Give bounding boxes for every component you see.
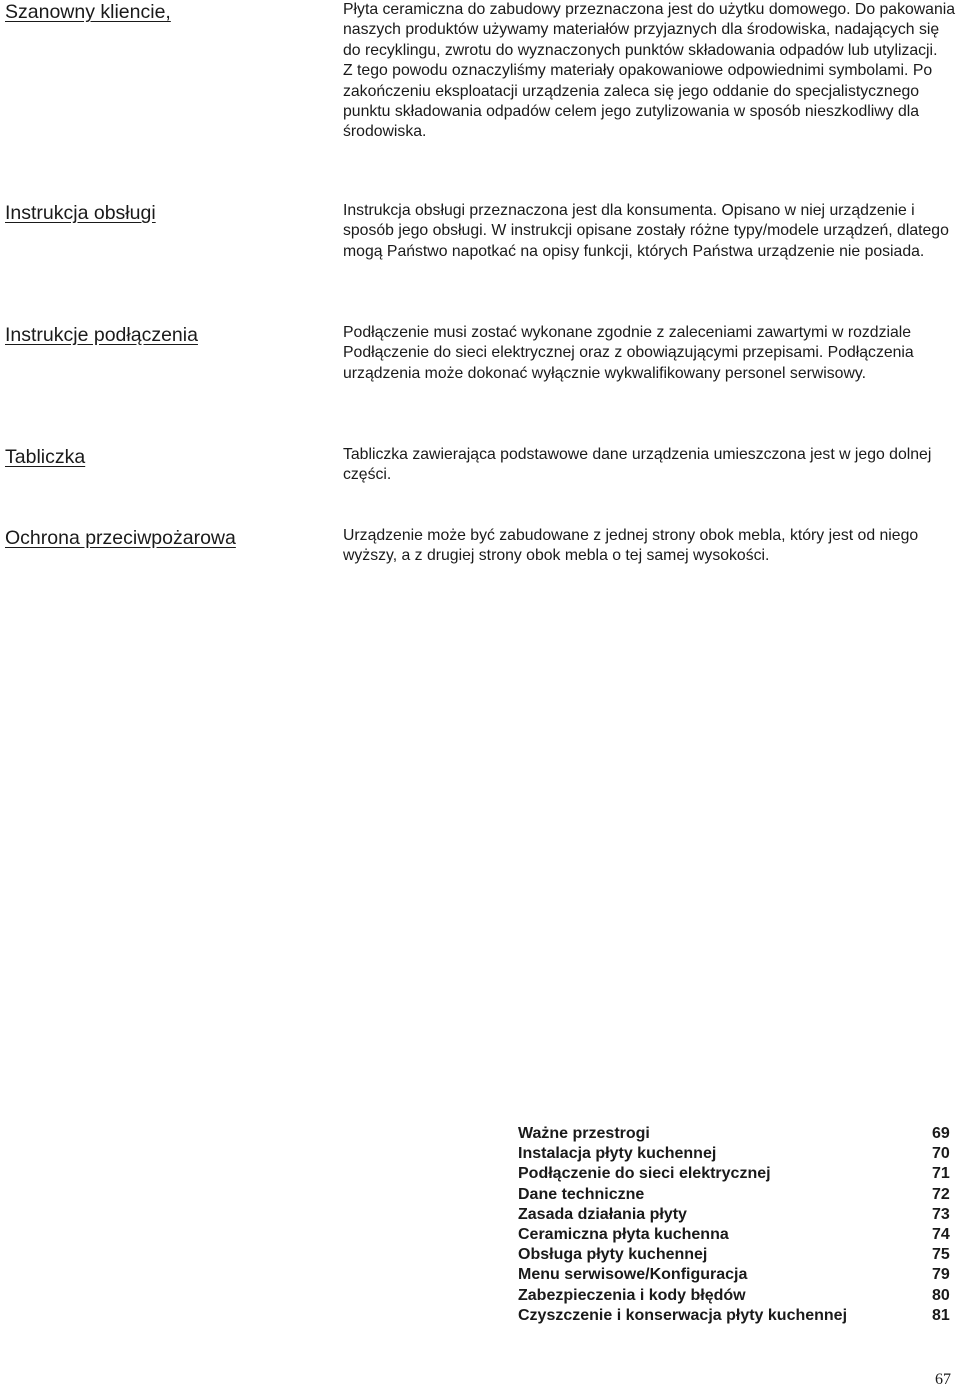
toc-item-title: Ceramiczna płyta kuchenna bbox=[518, 1226, 729, 1244]
toc-item bbox=[518, 1245, 958, 1265]
section-body bbox=[343, 0, 960, 143]
paragraph: Z tego powodu oznaczyliśmy materiały opakowaniowe odpowiednimi symbolami. Po zakończeniu eksploatacji urządzenia zaleca się jego oddanie do specjalistycznego punktu składowania odpadów celem jego zutylizowania w sposób nieszkodliwy dla środowiska. bbox=[343, 62, 933, 141]
toc-item-title: Czyszczenie i konserwacja płyty kuchennej bbox=[518, 1306, 848, 1324]
toc-item-page: 71 bbox=[932, 1165, 950, 1183]
toc-item-title: Obsługa płyty kuchennej bbox=[518, 1246, 708, 1264]
toc-item bbox=[518, 1225, 958, 1245]
toc-item-page: 74 bbox=[932, 1226, 950, 1244]
toc-item-page: 69 bbox=[932, 1125, 950, 1142]
toc-item-page: 73 bbox=[932, 1205, 950, 1223]
section-body bbox=[343, 445, 960, 486]
toc-item bbox=[518, 1185, 958, 1205]
section-heading: Ochrona przeciwpożarowa bbox=[5, 527, 236, 549]
toc-item-title: Dane techniczne bbox=[518, 1185, 645, 1203]
paragraph: Podłączenie musi zostać wykonane zgodnie z zaleceniami zawartymi w rozdziale Podłączenie do sieci elektrycznej oraz z obowiązującymi przepisami. Podłączenia urządzenia może dokonać wyłącznie wykwalifikowany personel serwisowy. bbox=[343, 324, 914, 382]
toc-item-title: Instalacja płyty kuchennej bbox=[518, 1145, 717, 1163]
section-heading: Szanowny kliencie, bbox=[5, 1, 171, 23]
toc-item-page: 79 bbox=[932, 1266, 950, 1284]
toc-item-page: 72 bbox=[932, 1185, 950, 1203]
toc-item bbox=[518, 1306, 958, 1326]
toc-item-title: Zabezpieczenia i kody błędów bbox=[518, 1286, 746, 1304]
toc-item-title: Zasada działania płyty bbox=[518, 1205, 687, 1223]
paragraph: Płyta ceramiczna do zabudowy przeznaczona jest do użytku domowego. Do pakowania naszych produktów używamy materiałów przyjaznych dla środowiska, nadających się do recyklingu, zwrotu do wyznaczonych punktów składowania odpadów lub utylizacji. bbox=[343, 1, 956, 59]
toc-item bbox=[518, 1164, 958, 1184]
toc-item bbox=[518, 1144, 958, 1164]
paragraph: Instrukcja obsługi przeznaczona jest dla konsumenta. Opisano w niej urządzenie i sposób jego obsługi. W instrukcji opisane zostały różne typy/modele urządzeń, dlatego mogą Państwo napotkać na opisy funkcji, których Państwa urządzenie nie posiada. bbox=[343, 202, 949, 260]
toc-item bbox=[518, 1205, 958, 1225]
toc-item-title: Podłączenie do sieci elektrycznej bbox=[518, 1165, 771, 1183]
paragraph: Tabliczka zawierająca podstawowe dane urządzenia umieszczona jest w jego dolnej części. bbox=[343, 446, 932, 484]
toc-item-title: Ważne przestrogi bbox=[518, 1125, 650, 1142]
toc-item-page: 80 bbox=[932, 1286, 950, 1304]
toc-item bbox=[518, 1286, 958, 1306]
section-heading: Tabliczka bbox=[5, 446, 86, 468]
section-heading: Instrukcja obsługi bbox=[5, 202, 156, 224]
section-heading: Instrukcje podłączenia bbox=[5, 324, 198, 346]
table-of-contents bbox=[518, 1124, 958, 1326]
toc-item-title: Menu serwisowe/Konfiguracja bbox=[518, 1266, 748, 1284]
section-body bbox=[343, 526, 960, 567]
toc-item-page: 70 bbox=[932, 1145, 950, 1163]
toc-item-page: 81 bbox=[932, 1306, 950, 1324]
section-body bbox=[343, 201, 960, 262]
paragraph: Urządzenie może być zabudowane z jednej strony obok mebla, który jest od niego wyższy, a z drugiej strony obok mebla o tej samej wysokości. bbox=[343, 527, 919, 565]
toc-item-page: 75 bbox=[932, 1246, 950, 1264]
toc-item bbox=[518, 1124, 958, 1144]
page-number: 67 bbox=[935, 1371, 951, 1388]
section-body bbox=[343, 323, 960, 384]
toc-item bbox=[518, 1265, 958, 1285]
